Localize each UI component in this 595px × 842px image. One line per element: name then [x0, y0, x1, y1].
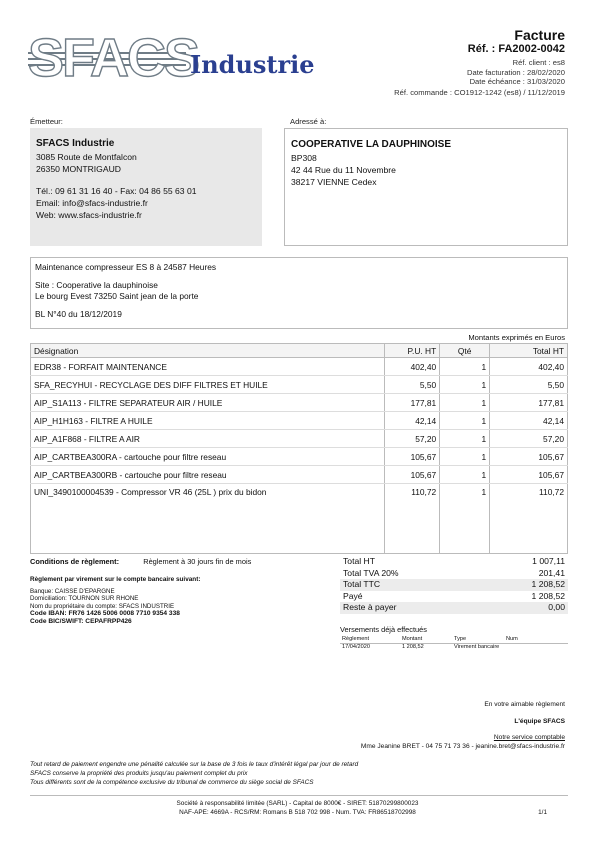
sender-address-1: 3085 Route de Montfalcon	[36, 152, 137, 162]
totals-block	[340, 556, 568, 614]
closing-team: L'équipe SFACS	[514, 718, 565, 725]
client-ref: Réf. client : es8	[512, 58, 565, 67]
table-row	[31, 484, 568, 554]
payment-row	[340, 643, 568, 651]
cell-designation: AIP_S1A113 - FILTRE SEPARATEUR AIR / HUILE	[31, 394, 385, 412]
total-label: Total TTC	[343, 579, 381, 589]
recipient-label: Adressé à:	[290, 117, 327, 126]
cell-quantity: 1	[440, 430, 490, 448]
due-date: Date échéance : 31/03/2020	[469, 77, 565, 86]
bank-domiciliation: Domiciliation: TOURNON SUR RHONE	[30, 595, 139, 603]
table-row	[31, 376, 568, 394]
account-owner: Nom du propriétaire du compte: SFACS INDUSTRIE	[30, 602, 175, 610]
cell-total: 110,72	[490, 484, 568, 554]
cell-total: 105,67	[490, 448, 568, 466]
payment-terms-value: Règlement à 30 jours fin de mois	[143, 557, 252, 566]
iban: Code IBAN: FR76 1426 5006 0008 7710 9354 338	[30, 610, 180, 618]
cell-unit-price: 105,67	[385, 466, 440, 484]
cell-unit-price: 5,50	[385, 376, 440, 394]
cell-total: 57,20	[490, 430, 568, 448]
total-label: Payé	[343, 590, 363, 601]
closing-regards: En votre aimable règlement	[484, 701, 565, 708]
table-row	[31, 430, 568, 448]
cell-designation: AIP_CARTBEA300RB - cartouche pour filtre reseau	[31, 466, 385, 484]
total-row	[340, 579, 568, 591]
payment-date: 17/04/2020	[342, 644, 370, 651]
cell-quantity: 1	[440, 394, 490, 412]
cell-quantity: 1	[440, 448, 490, 466]
col-payment-num: Num	[504, 636, 568, 643]
order-ref: Réf. commande : CO1912-1242 (es8) / 11/12/2019	[394, 88, 565, 97]
payments-table	[340, 636, 568, 651]
info-line: Site : Cooperative la dauphinoise	[35, 279, 158, 290]
payment-terms-label: Conditions de règlement:	[30, 557, 120, 566]
info-line: Maintenance compresseur ES 8 à 24587 Heures	[35, 262, 217, 272]
total-label: Total HT	[343, 556, 375, 566]
cell-unit-price: 57,20	[385, 430, 440, 448]
cell-quantity: 1	[440, 376, 490, 394]
total-label: Reste à payer	[343, 602, 397, 612]
logo-suffix: Industrie	[190, 50, 315, 79]
cell-unit-price: 110,72	[385, 484, 440, 554]
col-total: Total HT	[490, 344, 568, 358]
info-line: BL N°40 du 18/12/2019	[35, 308, 122, 319]
table-row	[31, 394, 568, 412]
cell-designation: AIP_H1H163 - FILTRE A HUILE	[31, 412, 385, 430]
recipient-address-1: BP308	[291, 153, 317, 163]
sender-phone: Tél.: 09 61 31 16 40 - Fax: 04 86 55 63 01	[36, 186, 197, 196]
sender-email: Email: info@sfacs-industrie.fr	[36, 198, 148, 208]
footer-company: Société à responsabilité limitée (SARL) - Capital de 8000€ - SIRET: 51870299800023	[176, 800, 419, 807]
payment-terms	[30, 557, 251, 566]
cell-quantity: 1	[440, 466, 490, 484]
total-row	[340, 556, 568, 568]
payment-type: Virement bancaire	[454, 644, 500, 651]
total-value: 1 208,52	[531, 579, 565, 589]
col-payment-amount: Montant	[400, 636, 452, 643]
recipient-address-2: 42 44 Rue du 11 Novembre	[291, 165, 396, 175]
recipient-address-3: 38217 VIENNE Cedex	[291, 177, 377, 187]
cell-total: 42,14	[490, 412, 568, 430]
currency-note: Montants exprimés en Euros	[468, 333, 565, 342]
table-row	[31, 358, 568, 376]
sender-address-2: 26350 MONTRIGAUD	[36, 164, 122, 174]
cell-unit-price: 402,40	[385, 358, 440, 376]
table-header-row	[31, 344, 568, 358]
table-row	[31, 412, 568, 430]
bic: Code BIC/SWIFT: CEPAFRPP426	[30, 617, 132, 625]
col-quantity: Qté	[440, 344, 490, 358]
payments-title: Versements déjà effectués	[340, 625, 427, 634]
info-line: Le bourg Evest 73250 Saint jean de la porte	[35, 291, 199, 301]
total-value: 1 208,52	[531, 590, 565, 601]
recipient-name: COOPERATIVE LA DAUPHINOISE	[291, 139, 452, 150]
cell-total: 402,40	[490, 358, 568, 376]
cell-total: 5,50	[490, 376, 568, 394]
company-logo	[28, 30, 318, 90]
sender-web: Web: www.sfacs-industrie.fr	[36, 210, 142, 220]
total-row	[340, 568, 568, 580]
sender-label: Émetteur:	[30, 117, 63, 126]
transfer-title: Règlement par virement sur le compte bancaire suivant:	[30, 576, 201, 583]
legal-line: Tous différents sont de la compétence exclusive du tribunal de commerce du siège social de SFACS	[30, 779, 314, 786]
payments-header-row	[340, 636, 568, 643]
cell-designation: EDR38 - FORFAIT MAINTENANCE	[31, 358, 385, 376]
cell-quantity: 1	[440, 358, 490, 376]
invoice-ref: Réf. : FA2002-0042	[467, 43, 565, 55]
payment-num	[504, 643, 568, 651]
cell-total: 177,81	[490, 394, 568, 412]
invoice-title: Facture	[514, 27, 565, 43]
total-value: 201,41	[538, 567, 565, 578]
cell-quantity: 1	[440, 412, 490, 430]
total-row	[340, 602, 568, 614]
bank-details	[30, 576, 330, 626]
cell-unit-price: 105,67	[385, 448, 440, 466]
col-payment-type: Type	[452, 636, 504, 643]
table-row	[31, 448, 568, 466]
accounting-contact: Mme Jeanine BRET - 04 75 71 73 36 - jeanine.bret@sfacs-industrie.fr	[360, 743, 565, 750]
col-payment-date: Règlement	[340, 636, 400, 643]
footer-divider	[30, 795, 568, 796]
total-label: Total TVA 20%	[343, 567, 399, 578]
legal-line: SFACS conserve la propriété des produits jusqu'au paiement complet du prix	[30, 770, 248, 777]
items-table	[30, 343, 568, 554]
sender-box	[30, 128, 262, 246]
cell-designation: SFA_RECYHUI - RECYCLAGE DES DIFF FILTRES ET HUILE	[31, 376, 385, 394]
bank-name: Banque: CAISSE D'EPARGNE	[30, 587, 115, 595]
cell-unit-price: 42,14	[385, 412, 440, 430]
col-designation: Désignation	[31, 344, 385, 358]
accounting-service: Notre service comptable	[493, 734, 565, 741]
cell-designation: AIP_A1F868 - FILTRE A AIR	[31, 430, 385, 448]
total-row	[340, 591, 568, 603]
col-unit-price: P.U. HT	[385, 344, 440, 358]
payment-amount: 1 208,52	[402, 644, 424, 651]
total-value: 0,00	[548, 602, 565, 612]
cell-designation: UNI_3490100004539 - Compressor VR 46 (25L ) prix du bidon	[31, 484, 385, 554]
footer-registration: NAF-APE: 4669A - RCS/RM: Romans B 518 702 998 - Num. TVA: FR86518702998	[179, 809, 416, 816]
page-number: 1/1	[538, 809, 547, 816]
cell-unit-price: 177,81	[385, 394, 440, 412]
cell-total: 105,67	[490, 466, 568, 484]
logo-brand: SFACS	[28, 28, 199, 88]
sender-name: SFACS Industrie	[36, 138, 115, 149]
table-row	[31, 466, 568, 484]
legal-line: Tout retard de paiement engendre une pénalité calculée sur la base de 3 fois le taux d'intérêt légal par jour de retard	[30, 761, 359, 768]
total-value: 1 007,11	[532, 556, 565, 566]
intervention-info	[30, 257, 568, 329]
billing-date: Date facturation : 28/02/2020	[467, 68, 565, 77]
cell-designation: AIP_CARTBEA300RA - cartouche pour filtre reseau	[31, 448, 385, 466]
recipient-box	[284, 128, 568, 246]
legal-notice	[30, 760, 358, 787]
cell-quantity: 1	[440, 484, 490, 554]
